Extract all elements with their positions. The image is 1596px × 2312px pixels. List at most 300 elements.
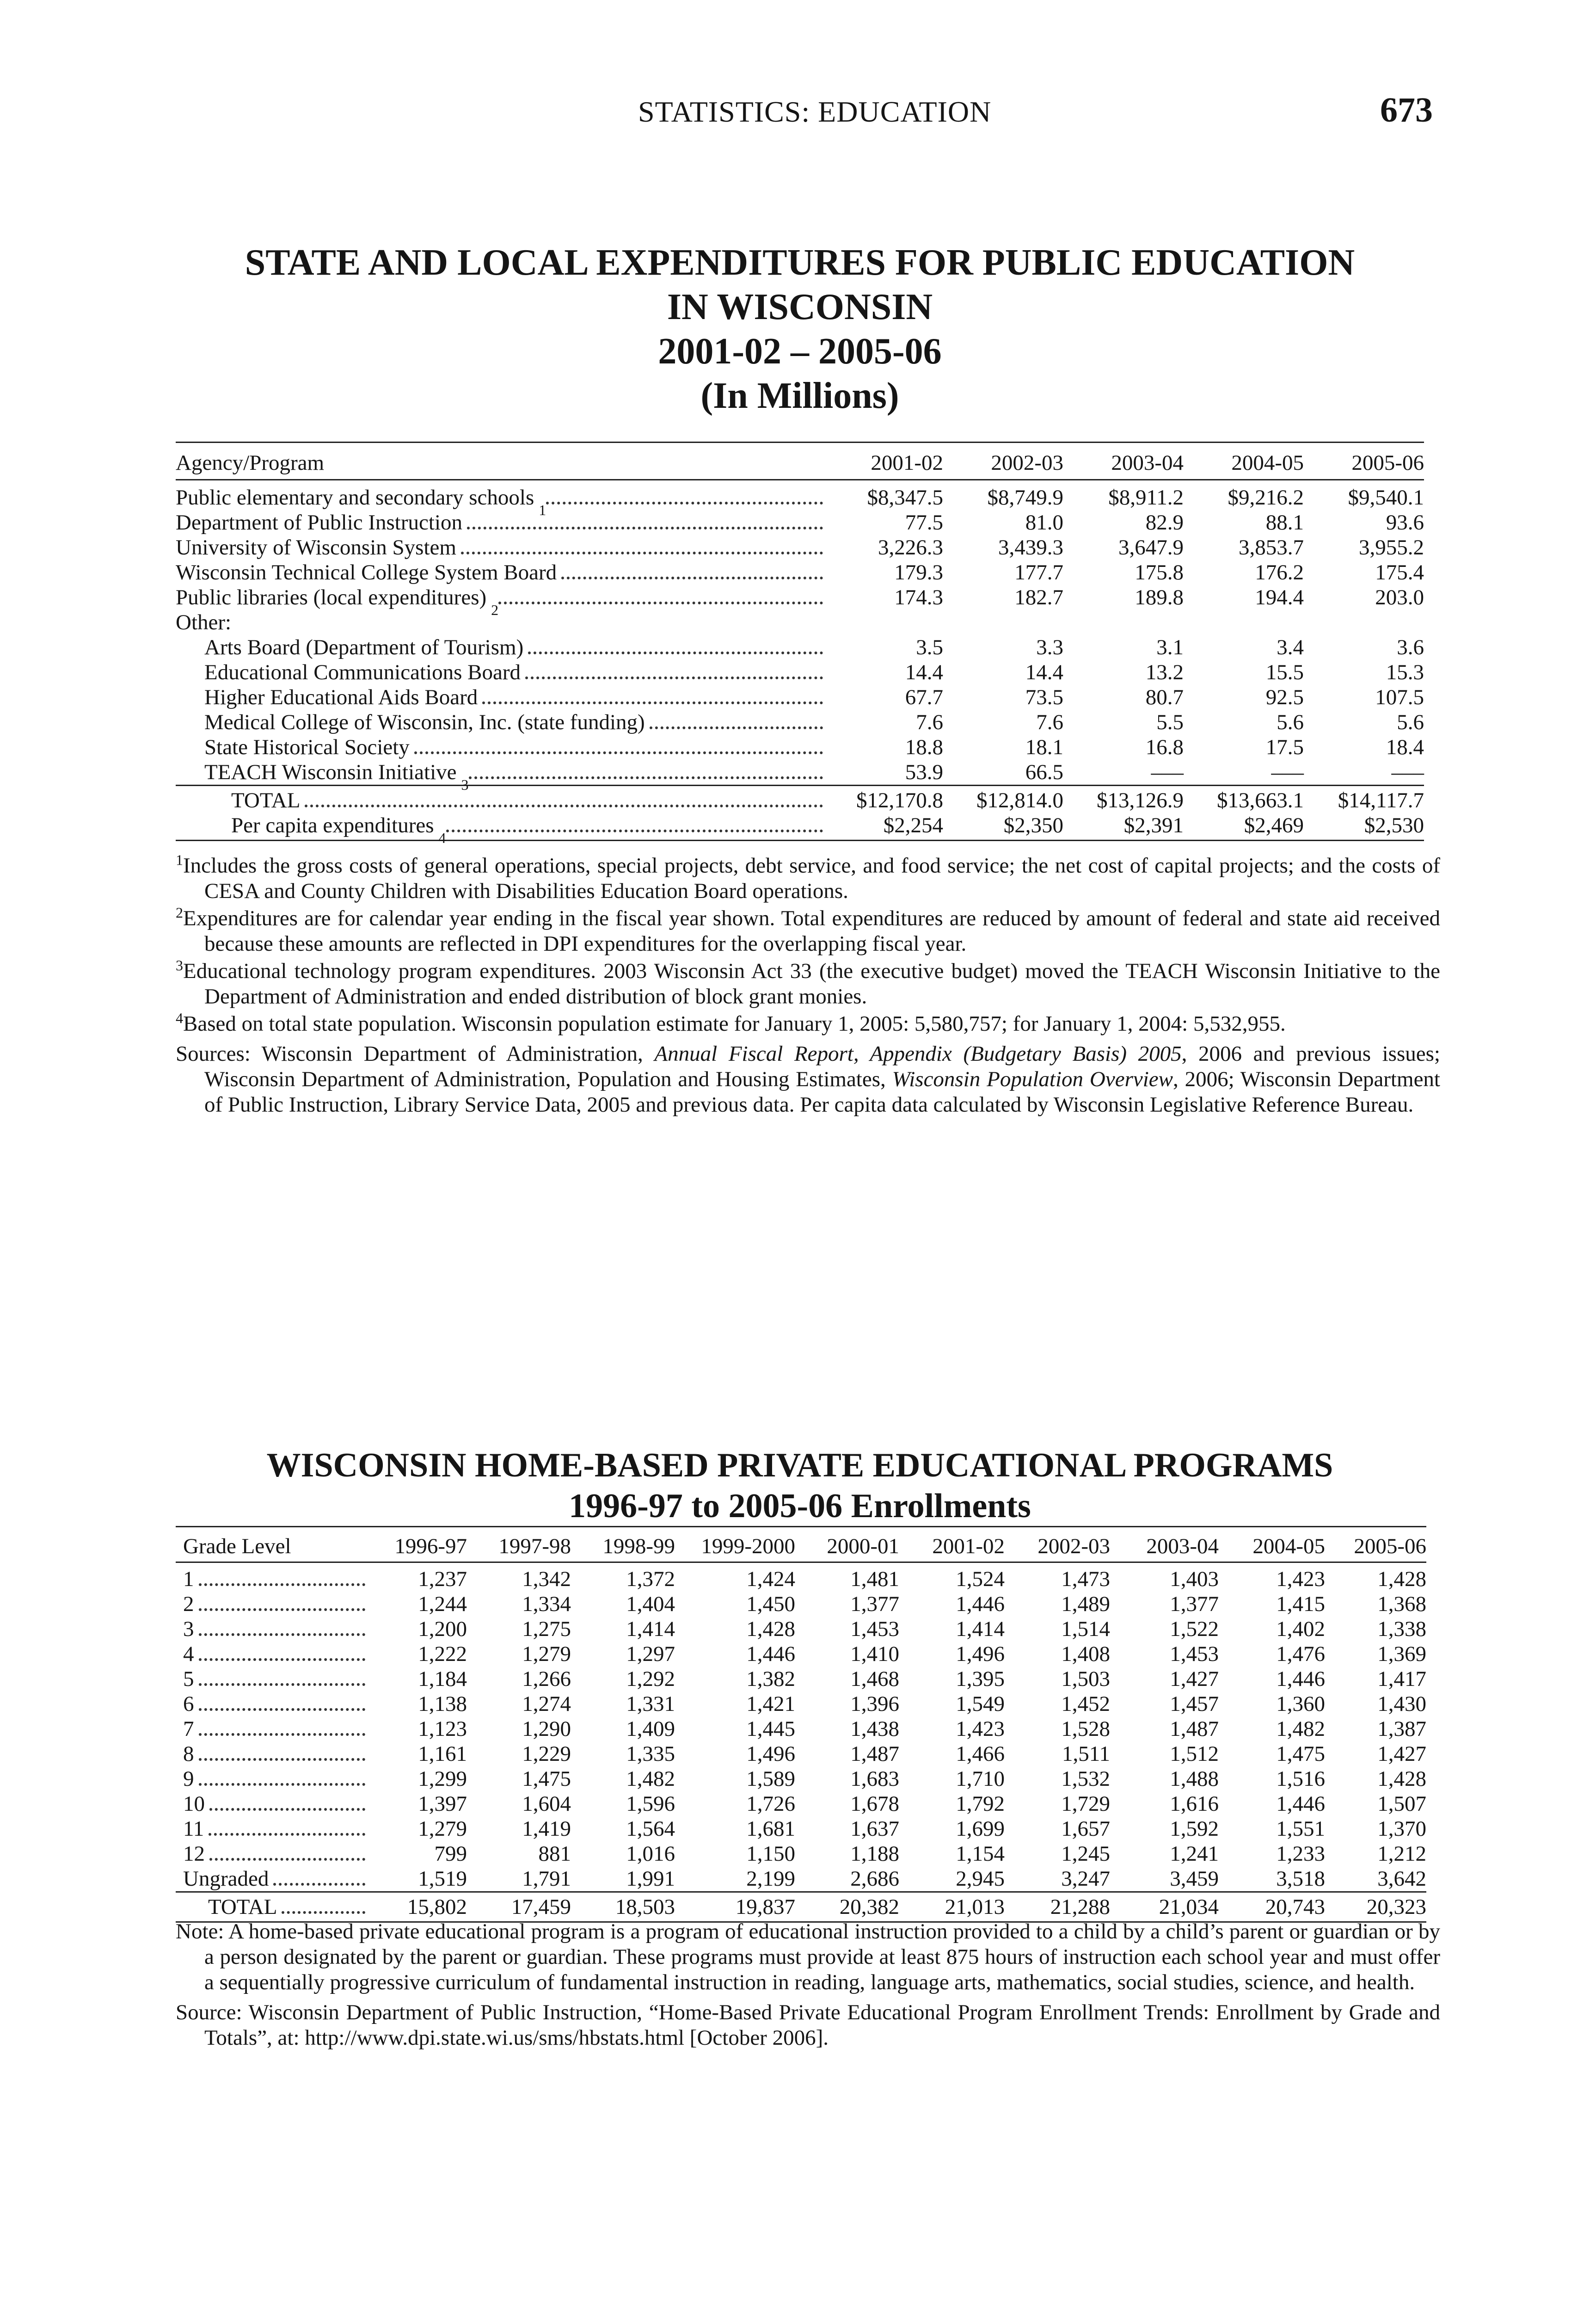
enrollment-cell: 1,503 (1061, 1667, 1110, 1691)
enrollment-cell: 1,212 (1377, 1842, 1426, 1866)
enrollment-cell: 1,445 (746, 1717, 795, 1741)
enrollment-cell: 2,945 (956, 1867, 1005, 1891)
value-cell: $8,347.5 (867, 486, 943, 510)
enrollment-cell: 1,446 (956, 1592, 1005, 1616)
enrollment-cell: 1,292 (626, 1667, 675, 1691)
table-row (176, 1766, 1426, 1791)
enrollment-cell: 1,417 (1377, 1667, 1426, 1691)
per-capita-label-leader: Per capita expenditures 4 (231, 813, 823, 838)
value-cell: $8,911.2 (1108, 486, 1184, 510)
dot-leader (199, 1583, 366, 1586)
enrollment-cell: 1,507 (1377, 1792, 1426, 1816)
enrollment-cell: 1,482 (626, 1767, 675, 1791)
row-label (176, 510, 823, 535)
expenditures-title-line4: (In Millions) (700, 375, 899, 416)
table-row (176, 635, 1424, 660)
column-header: 2004-05 (1219, 1527, 1325, 1562)
grade-label-text: 3 (183, 1617, 194, 1641)
table-row (176, 710, 1424, 735)
grade-label-leader (183, 1741, 365, 1766)
sources-text: , 2006; Wisconsin Department of Public Instruction, Library Service Data, 2005 and previous data. Per capita data calculated by Wisconsin Legislative Reference Bureau. (204, 1067, 1440, 1117)
enrollment-cell: 3,518 (1276, 1867, 1325, 1891)
row-label-text: Higher Educational Aids Board (204, 685, 478, 709)
enrollment-cell: 1,414 (956, 1617, 1005, 1641)
enrollment-cell: 2,199 (746, 1867, 795, 1891)
enrollment-cell: 1,266 (522, 1667, 571, 1691)
column-header: 2001-02 (823, 443, 943, 480)
total-value: 20,382 (795, 1892, 899, 1922)
enrollment-cell: 1,408 (1061, 1642, 1110, 1666)
grade-label-text: 9 (183, 1767, 194, 1791)
sources-italic-title: Wisconsin Population Overview (892, 1067, 1173, 1091)
grade-label-leader (183, 1791, 365, 1816)
dot-leader (498, 602, 823, 604)
total-value: 20,323 (1325, 1892, 1426, 1922)
empty-cell (1304, 610, 1424, 635)
footnote-mark: 4 (176, 1009, 183, 1027)
grade-label-leader (183, 1642, 365, 1666)
row-label (176, 480, 823, 518)
grade-label (176, 1666, 365, 1691)
value-cell: 14.4 (905, 660, 943, 684)
table-row (176, 735, 1424, 760)
row-label-leader (176, 535, 823, 560)
row-label (176, 635, 823, 660)
enrollment-cell: 2,686 (850, 1867, 899, 1891)
value-cell: 3,647.9 (1118, 535, 1184, 560)
enrollment-cell: 1,424 (746, 1567, 795, 1591)
enrollment-cell: 881 (538, 1842, 571, 1866)
expenditures-title-line2: IN WISCONSIN (667, 287, 933, 327)
column-header: 2000-01 (795, 1527, 899, 1562)
column-header: 2004-05 (1184, 443, 1304, 480)
table-row (176, 610, 1424, 635)
enrollment-cell: 1,514 (1061, 1617, 1110, 1641)
column-header: 2005-06 (1304, 443, 1424, 480)
row-label: Other: (176, 610, 232, 634)
footnote-text: Educational technology program expenditures. 2003 Wisconsin Act 33 (the executive budget) moved the TEACH Wisconsin Initiative to the Department of Administration and ended distribution of block grant monies. (183, 959, 1440, 1008)
enrollment-cell: 1,511 (1062, 1742, 1110, 1766)
column-header: Grade Level (176, 1527, 365, 1562)
enrollment-cell: 1,516 (1276, 1767, 1325, 1791)
enrollment-cell: 1,245 (1061, 1842, 1110, 1866)
enrollment-cell: 1,335 (626, 1742, 675, 1766)
per-capita-row (176, 813, 1424, 841)
enrollment-cell: 1,488 (1170, 1767, 1219, 1791)
enrollment-cell: 1,791 (522, 1867, 571, 1891)
enrollment-cell: 1,726 (746, 1792, 795, 1816)
row-label-leader: Public elementary and secondary schools 1 (176, 485, 823, 510)
dot-leader (446, 830, 823, 832)
value-cell: 189.8 (1135, 585, 1184, 609)
page-number: 673 (1380, 91, 1433, 129)
enrollment-cell: 1,475 (522, 1767, 571, 1791)
value-cell: 5.6 (1397, 710, 1424, 734)
dot-leader (199, 1608, 366, 1611)
enrollment-cell: 1,184 (418, 1667, 467, 1691)
total-value: 20,743 (1219, 1892, 1325, 1922)
grade-label-leader (183, 1666, 365, 1691)
column-header: 2003-04 (1063, 443, 1184, 480)
table-row (176, 480, 1424, 510)
dot-leader (199, 1758, 366, 1761)
enrollment-cell: 1,596 (626, 1792, 675, 1816)
grade-label-text: 6 (183, 1692, 194, 1716)
enrollment-cell: 1,453 (1170, 1642, 1219, 1666)
column-header: 1996-97 (365, 1527, 467, 1562)
value-cell: 7.6 (1036, 710, 1063, 734)
table-row (176, 585, 1424, 610)
grade-label (176, 1816, 365, 1841)
enrollment-cell: 1,123 (418, 1717, 467, 1741)
enrollment-cell: 1,528 (1061, 1717, 1110, 1741)
value-cell: 88.1 (1265, 510, 1304, 535)
enrollment-cell: 1,678 (850, 1792, 899, 1816)
enrollment-cell: 1,589 (746, 1767, 795, 1791)
dot-leader (199, 1783, 366, 1786)
enrollment-cell: 1,396 (850, 1692, 899, 1716)
enrollment-cell: 1,446 (746, 1642, 795, 1666)
table-row (176, 1741, 1426, 1766)
expenditures-table (176, 442, 1424, 846)
grade-label (176, 1592, 365, 1617)
home-based-table-body (176, 1527, 1426, 1922)
enrollment-cell: 1,415 (1276, 1592, 1325, 1616)
enrollment-cell: 3,459 (1170, 1867, 1219, 1891)
value-cell: 3.4 (1277, 635, 1304, 659)
value-cell: 18.4 (1386, 735, 1424, 759)
dot-leader (199, 1633, 366, 1636)
row-label-leader (204, 660, 823, 685)
enrollment-cell: 1,532 (1061, 1767, 1110, 1791)
table-row (176, 560, 1424, 585)
enrollment-cell: 1,423 (956, 1717, 1005, 1741)
value-cell: 3,853.7 (1239, 535, 1304, 560)
value-cell: 93.6 (1386, 510, 1424, 535)
grade-label-text: 11 (183, 1817, 204, 1841)
enrollment-cell: 1,233 (1276, 1842, 1325, 1866)
total-label-leader (231, 788, 823, 813)
sources-text: , 2006 and previous issues; Wisconsin Department of Administration, Population and Housing Estimates, (204, 1042, 1440, 1091)
value-cell: 182.7 (1014, 585, 1063, 609)
row-label-text: Public libraries (local expenditures) (176, 585, 487, 609)
enrollment-cell: 1,683 (850, 1767, 899, 1791)
enrollment-cell: 1,150 (746, 1842, 795, 1866)
dot-leader (209, 1833, 365, 1836)
footnote-mark: 1 (176, 851, 183, 868)
enrollment-cell: 1,290 (522, 1717, 571, 1741)
enrollment-cell: 1,334 (522, 1592, 571, 1616)
enrollment-cell: 1,188 (850, 1842, 899, 1866)
enrollment-cell: 1,427 (1170, 1667, 1219, 1691)
enrollment-cell: 1,681 (746, 1817, 795, 1841)
column-header: 1997-98 (467, 1527, 571, 1562)
value-cell: 77.5 (905, 510, 943, 535)
dot-leader (209, 1808, 365, 1811)
value-cell: 175.4 (1375, 560, 1424, 584)
dot-leader (199, 1708, 366, 1711)
table-row (176, 660, 1424, 685)
footnote-2 (176, 906, 1440, 957)
dot-leader (528, 652, 823, 654)
enrollment-cell: 3,247 (1061, 1867, 1110, 1891)
grade-label (176, 1642, 365, 1666)
row-label-text: Wisconsin Technical College System Board (176, 560, 557, 584)
value-cell: ––– (1271, 760, 1304, 784)
empty-cell (1184, 610, 1304, 635)
enrollment-cell: 1,524 (956, 1567, 1005, 1591)
grade-label (176, 1841, 365, 1866)
footnote-4 (176, 1011, 1440, 1037)
enrollment-cell: 1,457 (1170, 1692, 1219, 1716)
value-cell: ––– (1391, 760, 1424, 784)
expenditures-title-line1: STATE AND LOCAL EXPENDITURES FOR PUBLIC EDUCATION (245, 242, 1355, 283)
grade-label (176, 1866, 365, 1892)
grade-label-text: 10 (183, 1792, 205, 1816)
enrollment-cell: 1,222 (418, 1642, 467, 1666)
row-label-leader: TEACH Wisconsin Initiative 3 (204, 760, 823, 785)
enrollment-cell: 1,489 (1061, 1592, 1110, 1616)
row-label-text: Arts Board (Department of Tourism) (204, 635, 524, 659)
home-based-header-row (176, 1527, 1426, 1562)
enrollment-cell: 1,592 (1170, 1817, 1219, 1841)
enrollment-cell: 1,466 (956, 1742, 1005, 1766)
empty-cell (943, 610, 1063, 635)
column-header: 2005-06 (1325, 1527, 1426, 1562)
enrollment-cell: 1,387 (1377, 1717, 1426, 1741)
enrollment-cell: 1,476 (1276, 1642, 1325, 1666)
enrollment-cell: 1,519 (418, 1867, 467, 1891)
value-cell: 66.5 (1025, 760, 1063, 784)
row-label-text: University of Wisconsin System (176, 535, 456, 560)
enrollment-cell: 1,372 (626, 1567, 675, 1591)
value-cell: 53.9 (905, 760, 943, 784)
per-capita-value: $2,391 (1063, 813, 1184, 841)
total-value: $14,117.7 (1304, 786, 1424, 813)
value-cell: 18.8 (905, 735, 943, 759)
dot-leader (650, 726, 823, 729)
column-header: 1998-99 (571, 1527, 675, 1562)
enrollment-cell: 1,338 (1377, 1617, 1426, 1641)
grade-label-text: 5 (183, 1667, 194, 1691)
per-capita-label (176, 813, 823, 846)
value-cell: 16.8 (1145, 735, 1184, 759)
enrollment-cell: 1,244 (418, 1592, 467, 1616)
expenditures-table-body (176, 443, 1424, 846)
footnote-mark: 3 (176, 957, 183, 974)
enrollment-cell: 3,642 (1377, 1867, 1426, 1891)
expenditures-footnotes (176, 853, 1440, 1119)
grade-label-leader (183, 1691, 365, 1716)
column-header: 2003-04 (1110, 1527, 1219, 1562)
dot-leader (282, 1911, 365, 1914)
enrollment-cell: 1,274 (522, 1692, 571, 1716)
grade-label-text: 2 (183, 1592, 194, 1616)
enrollment-cell: 1,402 (1276, 1617, 1325, 1641)
table-row (176, 510, 1424, 535)
row-label (176, 710, 823, 735)
grade-label-text: 12 (183, 1842, 205, 1866)
home-based-title-line1: WISCONSIN HOME-BASED PRIVATE EDUCATIONAL PROGRAMS (266, 1446, 1333, 1484)
enrollment-cell: 1,792 (956, 1792, 1005, 1816)
grade-label-leader (183, 1617, 365, 1642)
total-label-text: TOTAL (208, 1895, 277, 1919)
dot-leader (199, 1683, 366, 1686)
enrollment-cell: 1,487 (850, 1742, 899, 1766)
row-label-leader (204, 635, 823, 660)
enrollment-cell: 1,468 (850, 1667, 899, 1691)
home-based-title-line2: 1996-97 to 2005-06 Enrollments (569, 1487, 1031, 1525)
value-cell: 5.6 (1277, 710, 1304, 734)
footnote-3 (176, 959, 1440, 1009)
home-based-title (176, 1445, 1424, 1526)
enrollment-cell: 1,428 (1377, 1767, 1426, 1791)
enrollment-cell: 1,279 (418, 1817, 467, 1841)
enrollment-cell: 1,475 (1276, 1742, 1325, 1766)
column-header: Agency/Program (176, 443, 823, 480)
row-label-leader (204, 710, 823, 735)
enrollment-cell: 1,699 (956, 1817, 1005, 1841)
enrollment-cell: 1,154 (956, 1842, 1005, 1866)
total-value: $13,663.1 (1184, 786, 1304, 813)
enrollment-cell: 1,616 (1170, 1792, 1219, 1816)
enrollment-cell: 1,382 (746, 1667, 795, 1691)
expenditures-title-line3: 2001-02 – 2005-06 (658, 331, 942, 372)
total-value: 15,802 (365, 1892, 467, 1922)
enrollment-cell: 1,427 (1377, 1742, 1426, 1766)
value-cell: 7.6 (916, 710, 943, 734)
empty-cell (823, 610, 943, 635)
total-label-text: TOTAL (231, 788, 301, 812)
footnote-mark: 2 (176, 904, 183, 921)
expenditures-title (176, 240, 1424, 418)
grade-label-text: Ungraded (183, 1867, 269, 1891)
value-cell: 175.8 (1135, 560, 1184, 584)
column-header: 2001-02 (899, 1527, 1005, 1562)
dot-leader (414, 751, 823, 754)
enrollment-cell: 1,450 (746, 1592, 795, 1616)
grade-label (176, 1617, 365, 1642)
enrollment-cell: 1,496 (956, 1642, 1005, 1666)
value-cell: 18.1 (1025, 735, 1063, 759)
total-value: 21,034 (1110, 1892, 1219, 1922)
value-cell: $9,540.1 (1348, 486, 1424, 510)
value-cell: 107.5 (1375, 685, 1424, 709)
total-value: 21,288 (1005, 1892, 1110, 1922)
value-cell: 81.0 (1025, 510, 1063, 535)
grade-label-leader (183, 1816, 365, 1841)
enrollment-cell: 1,446 (1276, 1792, 1325, 1816)
value-cell: 179.3 (894, 560, 943, 584)
value-cell: 67.7 (905, 685, 943, 709)
enrollment-cell: 1,522 (1170, 1617, 1219, 1641)
value-cell: 203.0 (1375, 585, 1424, 609)
enrollment-cell: 1,438 (850, 1717, 899, 1741)
enrollment-cell: 1,299 (418, 1767, 467, 1791)
dot-leader (546, 502, 823, 504)
enrollment-cell: 1,564 (626, 1817, 675, 1841)
enrollment-cell: 1,395 (956, 1667, 1005, 1691)
enrollment-cell: 1,331 (626, 1692, 675, 1716)
enrollment-cell: 1,428 (746, 1617, 795, 1641)
enrollment-cell: 1,657 (1061, 1817, 1110, 1841)
enrollment-cell: 1,241 (1170, 1842, 1219, 1866)
enrollment-cell: 1,404 (626, 1592, 675, 1616)
row-label-text: Medical College of Wisconsin, Inc. (state funding) (204, 710, 645, 734)
row-label-leader (204, 735, 823, 760)
grade-label-leader (183, 1866, 365, 1891)
enrollment-cell: 1,016 (626, 1842, 675, 1866)
empty-cell (1063, 610, 1184, 635)
enrollment-cell: 1,229 (522, 1742, 571, 1766)
enrollment-cell: 1,729 (1061, 1792, 1110, 1816)
value-cell: 174.3 (894, 585, 943, 609)
enrollment-cell: 1,512 (1170, 1742, 1219, 1766)
table-row (176, 1691, 1426, 1716)
enrollment-cell: 1,360 (1276, 1692, 1325, 1716)
row-label (176, 685, 823, 710)
value-cell: 176.2 (1255, 560, 1304, 584)
value-cell: 15.3 (1386, 660, 1424, 684)
value-cell: 13.2 (1145, 660, 1184, 684)
row-label-text: Educational Communications Board (204, 660, 521, 684)
enrollment-cell: 1,161 (418, 1742, 467, 1766)
dot-leader (467, 527, 823, 529)
enrollment-cell: 1,279 (522, 1642, 571, 1666)
table-row (176, 1617, 1426, 1642)
row-label (176, 560, 823, 585)
grade-label-leader (183, 1766, 365, 1791)
enrollment-cell: 1,710 (956, 1767, 1005, 1791)
enrollment-cell: 1,377 (850, 1592, 899, 1616)
per-capita-value: $2,530 (1304, 813, 1424, 841)
value-cell: 3,226.3 (878, 535, 943, 560)
row-label-text: State Historical Society (204, 735, 410, 759)
value-cell: 5.5 (1156, 710, 1184, 734)
enrollment-cell: 1,297 (626, 1642, 675, 1666)
enrollment-cell: 1,428 (1377, 1567, 1426, 1591)
enrollment-cell: 1,637 (850, 1817, 899, 1841)
home-based-note: Note: A home-based private educational program is a program of educational instruction provided to a child by a child’s parent or guardian or by a person designated by the parent or guardian. These programs must provide at least 875 hours of instruction each school year and must offer a sequentially progressive curriculum of fundamental instruction in reading, language arts, mathematics, social studies, science, and health. (176, 1919, 1440, 1994)
row-label-text: TEACH Wisconsin Initiative (204, 760, 457, 784)
footnote-text: Includes the gross costs of general operations, special projects, debt service, and food service; the net cost of capital projects; and the costs of CESA and County Children with Disabilities Education Board operations. (183, 854, 1440, 903)
running-head: STATISTICS: EDUCATION (638, 95, 992, 128)
enrollment-cell: 1,403 (1170, 1567, 1219, 1591)
sources-text: Sources: Wisconsin Department of Administration, (176, 1042, 655, 1066)
enrollment-cell: 1,452 (1061, 1692, 1110, 1716)
table-row (176, 1791, 1426, 1816)
home-based-notes (176, 1919, 1440, 2053)
grade-label (176, 1766, 365, 1791)
value-cell: 3.3 (1036, 635, 1063, 659)
enrollment-cell: 1,397 (418, 1792, 467, 1816)
expenditures-header-row (176, 443, 1424, 480)
value-cell: 3.5 (916, 635, 943, 659)
home-based-table (176, 1526, 1426, 1923)
value-cell: 14.4 (1025, 660, 1063, 684)
grade-label (176, 1562, 365, 1592)
value-cell: $9,216.2 (1228, 486, 1304, 510)
total-label-leader (208, 1894, 365, 1919)
enrollment-cell: 1,275 (522, 1617, 571, 1641)
grade-label (176, 1741, 365, 1766)
grade-label-text: 8 (183, 1742, 194, 1766)
value-cell: 194.4 (1255, 585, 1304, 609)
dot-leader (525, 676, 823, 679)
enrollment-cell: 1,370 (1377, 1817, 1426, 1841)
expenditures-sources (176, 1041, 1440, 1118)
enrollment-cell: 1,430 (1377, 1692, 1426, 1716)
